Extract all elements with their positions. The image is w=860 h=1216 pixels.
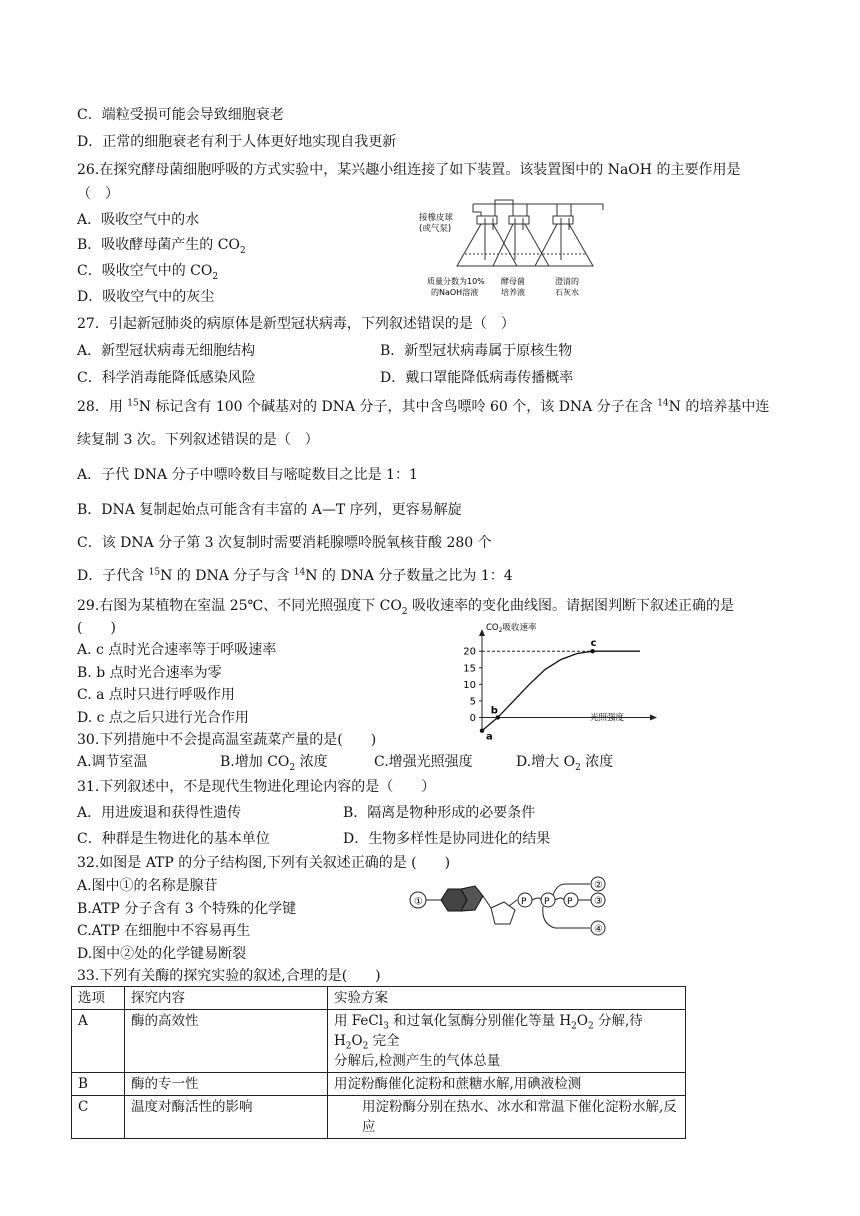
- table-row: [72, 1073, 686, 1096]
- row-a-content: 酶的高效性: [125, 1010, 328, 1073]
- q26-option-d: D．吸收空气中的灰尘: [77, 289, 215, 305]
- q29-paren: ( ): [77, 620, 116, 636]
- q31-option-a: A．用进废退和获得性遗传: [77, 805, 242, 821]
- row-a-option: A: [72, 1010, 125, 1073]
- q30-stem: 30.下列措施中不会提高温室蔬菜产量的是( ): [77, 732, 377, 748]
- q30-option-c: C.增强光照强度: [374, 754, 473, 770]
- q26-option-b: B．吸收酵母菌产生的 $CO_2$: [77, 237, 246, 256]
- q28-stem: 28．用 $^{15}$N 标记含有 100 个碱基对的 DNA 分子，其中含鸟嘌呤 60 个，该 DNA 分子在含 $^{14}$N 的培养基中连: [77, 398, 770, 415]
- q27-option-d: D．戴口罩能降低病毒传播概率: [380, 370, 574, 386]
- y-tick-label: 15: [463, 663, 476, 675]
- header-option: 选项: [72, 987, 125, 1010]
- y-axis-arrow: [479, 629, 485, 636]
- point-a: [480, 728, 484, 732]
- q28-option-a: A．子代 DNA 分子中嘌呤数目与嘧啶数目之比是 1：1: [77, 467, 418, 483]
- q28-option-b: B．DNA 复制起始点可能含有丰富的 A—T 序列，更容易解旋: [77, 502, 462, 518]
- atp-label-4: ④: [594, 924, 603, 935]
- point-label-a: a: [486, 731, 493, 740]
- row-c-plan: 用淀粉酶分别在热水、冰水和常温下催化淀粉水解,反应: [328, 1096, 686, 1139]
- row-b-option: B: [72, 1073, 125, 1096]
- flask1-label-2: 的NaOH溶液: [431, 288, 479, 297]
- q26-paren: （ ）: [77, 186, 119, 202]
- enzyme-experiment-table: [71, 986, 686, 1139]
- q31-option-d: D．生物多样性是协同进化的结果: [343, 831, 551, 847]
- phosphate-2: P: [544, 897, 550, 907]
- q30-option-b: B.增加 $CO_2$ 浓度: [220, 754, 328, 773]
- row-c-content: 温度对酶活性的影响: [125, 1096, 328, 1139]
- q28-option-c: C．该 DNA 分子第 3 次复制时需要消耗腺嘌呤脱氧核苷酸 280 个: [77, 535, 492, 551]
- flask3-label-2: 石灰水: [555, 288, 579, 297]
- table-header-row: [72, 987, 686, 1010]
- q28-option-d: D．子代含 $^{15}$N 的 DNA 分子与含 $^{14}$N 的 DNA 分子数量之比为 1：4: [77, 567, 513, 584]
- q27-option-a: A．新型冠状病毒无细胞结构: [77, 343, 256, 359]
- q28-stem-2: 续复制 3 次。下列叙述错误的是（ ）: [77, 432, 319, 448]
- pump-label-2: (或气泵): [419, 224, 452, 234]
- ribose-pentagon: [491, 902, 515, 924]
- q32-option-b: B.ATP 分子含有 3 个特殊的化学键: [77, 901, 297, 917]
- q32-option-a: A.图中①的名称是腺苷: [77, 878, 218, 894]
- chart-ylabel: $CO_2$吸收速率: [486, 623, 537, 634]
- header-content: 探究内容: [125, 987, 328, 1010]
- q31-option-b: B．隔离是物种形成的必要条件: [343, 805, 536, 821]
- q31-option-c: C．种群是生物进化的基本单位: [77, 831, 270, 847]
- pump-label: 接橡皮球: [419, 213, 454, 223]
- atp-label-1: ①: [414, 896, 423, 908]
- phosphate-3: P: [567, 897, 573, 907]
- q27-option-c: C．科学消毒能降低感染风险: [77, 370, 256, 386]
- q31-stem: 31.下列叙述中，不是现代生物进化理论内容的是（ ）: [77, 779, 436, 795]
- point-c: [590, 649, 594, 653]
- q30-option-d: D.增大 $O_2$ 浓度: [516, 754, 614, 773]
- q27-stem: 27．引起新冠肺炎的病原体是新型冠状病毒，下列叙述错误的是（ ）: [77, 316, 515, 332]
- header-plan: 实验方案: [328, 987, 686, 1010]
- q29-option-d: D. c 点之后只进行光合作用: [77, 710, 249, 726]
- q32-option-c: C.ATP 在细胞中不容易再生: [77, 923, 251, 939]
- chart-xlabel: 光照强度: [590, 713, 625, 723]
- y-tick-label: 10: [463, 679, 476, 691]
- y-tick-label: 20: [463, 646, 476, 658]
- q30-option-a: A.调节室温: [77, 754, 148, 770]
- q25-option-c: C．端粒受损可能会导致细胞衰老: [77, 107, 284, 123]
- point-label-b: b: [490, 705, 498, 717]
- q26-option-a: A．吸收空气中的水: [77, 212, 200, 228]
- y-tick-label: 0: [469, 712, 476, 724]
- atp-structure-figure: [405, 876, 635, 954]
- table-row: [72, 1010, 686, 1073]
- q25-option-d: D．正常的细胞衰老有利于人体更好地实现自我更新: [77, 134, 397, 150]
- phosphate-1: P: [521, 897, 527, 907]
- row-a-plan: 用 FeCl$_3$ 和过氧化氢酶分别催化等量 $H_2O_2$ 分解,待 $H_2O_2$ 完全 分解后,检测产生的气体总量: [328, 1010, 686, 1073]
- flask2-label-2: 培养液: [501, 288, 525, 297]
- y-tick-label: 5: [469, 696, 476, 708]
- q33-stem: 33.下列有关酶的探究实验的叙述,合理的是( ): [77, 968, 381, 984]
- co2-absorption-chart: [450, 616, 660, 740]
- flask1-label: 质量分数为10%: [427, 277, 485, 286]
- flask3-label: 澄清的: [555, 277, 579, 286]
- q29-option-c: C. a 点时只进行呼吸作用: [77, 687, 235, 703]
- row-c-option: C: [72, 1096, 125, 1139]
- row-b-content: 酶的专一性: [125, 1073, 328, 1096]
- x-axis-arrow: [650, 714, 657, 720]
- q29-option-a: A. c 点时光合速率等于呼吸速率: [77, 642, 277, 658]
- atp-label-2: ②: [594, 880, 603, 891]
- q27-option-b: B．新型冠状病毒属于原核生物: [380, 343, 573, 359]
- q26-stem: 26.在探究酵母菌细胞呼吸的方式实验中，某兴趣小组连接了如下装置。该装置图中的 NaOH 的主要作用是: [77, 162, 741, 178]
- yeast-apparatus-figure: [415, 196, 615, 304]
- point-label-c: c: [590, 638, 597, 650]
- table-row: [72, 1096, 686, 1139]
- q29-stem: 29.右图为某植物在室温 25℃、不同光照强度下 $CO_2$ 吸收速率的变化曲线图。请据图判断下叙述正确的是: [77, 598, 735, 617]
- q32-stem: 32.如图是 ATP 的分子结构图,下列有关叙述正确的是 ( ): [77, 855, 451, 871]
- flask2-label: 酵母菌: [501, 277, 525, 286]
- q26-option-c: C．吸收空气中的 $CO_2$: [77, 263, 219, 282]
- q29-option-b: B. b 点时光合速率为零: [77, 665, 222, 681]
- q32-option-d: D.图中②处的化学键易断裂: [77, 946, 247, 962]
- row-b-plan: 用淀粉酶催化淀粉和蔗糖水解,用碘液检测: [328, 1073, 686, 1096]
- atp-label-3: ③: [594, 896, 603, 907]
